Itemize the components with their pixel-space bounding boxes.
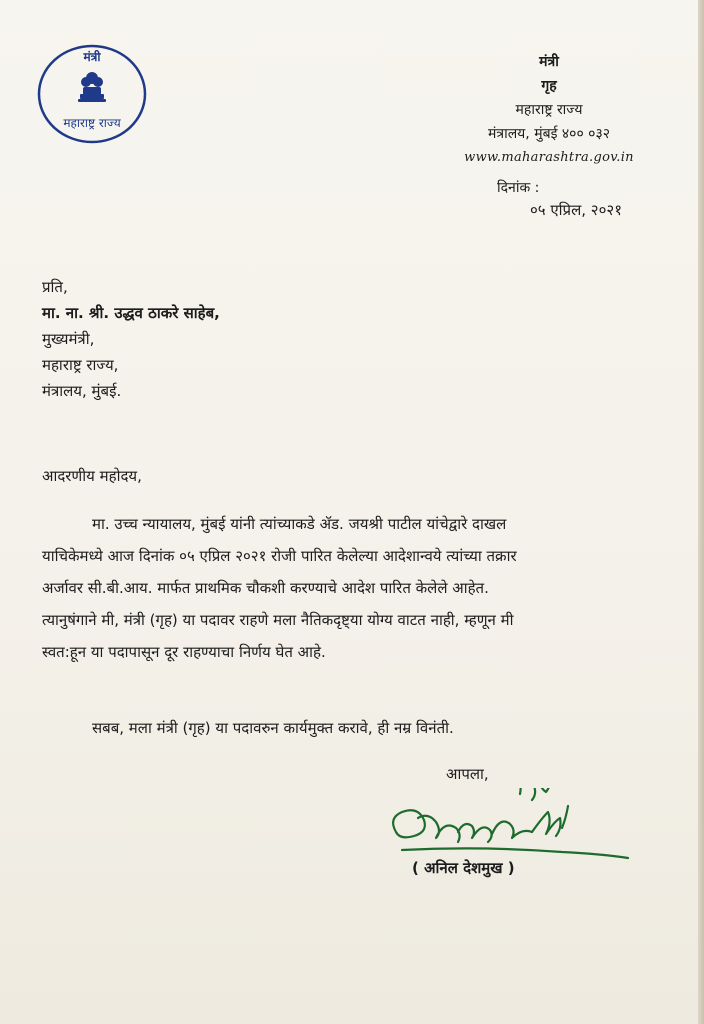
office-website: www.maharashtra.gov.in	[464, 150, 634, 165]
body-line: अर्जावर सी.बी.आय. मार्फत प्राथमिक चौकशी करण्याचे आदेश पारित केलेले आहेत.	[42, 579, 489, 597]
closing-yours: आपला,	[446, 765, 489, 783]
office-title: मंत्री	[539, 54, 559, 70]
body-line: स्वत:हून या पदापासून दूर राहण्याचा निर्णय घेत आहे.	[42, 643, 326, 661]
letter-body	[42, 508, 642, 668]
recipient-line: मुख्यमंत्री,	[42, 330, 95, 348]
letterhead-office	[434, 50, 664, 170]
body-line: त्यानुषंगाने मी, मंत्री (गृह) या पदावर राहणे मला नैतिकदृष्ट्या योग्य वाटत नाही, म्हणून मी	[42, 611, 514, 629]
request-line: सबब, मला मंत्री (गृह) या पदावरुन कार्यमुक्त करावे, ही नम्र विनंती.	[92, 719, 454, 737]
signatory-name: ( अनिल देशमुख )	[412, 859, 515, 877]
office-state: महाराष्ट्र राज्य	[515, 102, 583, 118]
signature-graphic	[382, 788, 642, 868]
recipient-line: मंत्रालय, मुंबई.	[42, 382, 122, 400]
body-line: मा. उच्च न्यायालय, मुंबई यांनी त्यांच्याकडे ॲड. जयश्री पाटील यांचेद्वारे दाखल	[92, 515, 507, 533]
recipient-to: प्रति,	[42, 278, 68, 296]
recipient-address	[42, 274, 220, 404]
body-line: याचिकेमध्ये आज दिनांक ०५ एप्रिल २०२१ रोजी पारित केलेल्या आदेशान्वये त्यांच्या तक्रार	[42, 547, 517, 565]
office-address: मंत्रालय, मुंबई ४०० ०३२	[487, 126, 611, 142]
seal-top-text: मंत्री	[83, 50, 101, 64]
office-department: गृह	[541, 78, 557, 94]
government-seal	[36, 42, 148, 146]
date-label: दिनांक :	[497, 180, 540, 196]
salutation: आदरणीय महोदय,	[42, 467, 142, 485]
seal-bottom-text: महाराष्ट्र राज्य	[63, 116, 121, 130]
recipient-name: मा. ना. श्री. उद्धव ठाकरे साहेब,	[42, 304, 220, 322]
handwritten-signature	[382, 788, 642, 868]
paper-edge	[698, 0, 704, 1024]
recipient-line: महाराष्ट्र राज्य,	[42, 356, 119, 374]
date-value: ०५ एप्रिल, २०२१	[530, 201, 622, 219]
